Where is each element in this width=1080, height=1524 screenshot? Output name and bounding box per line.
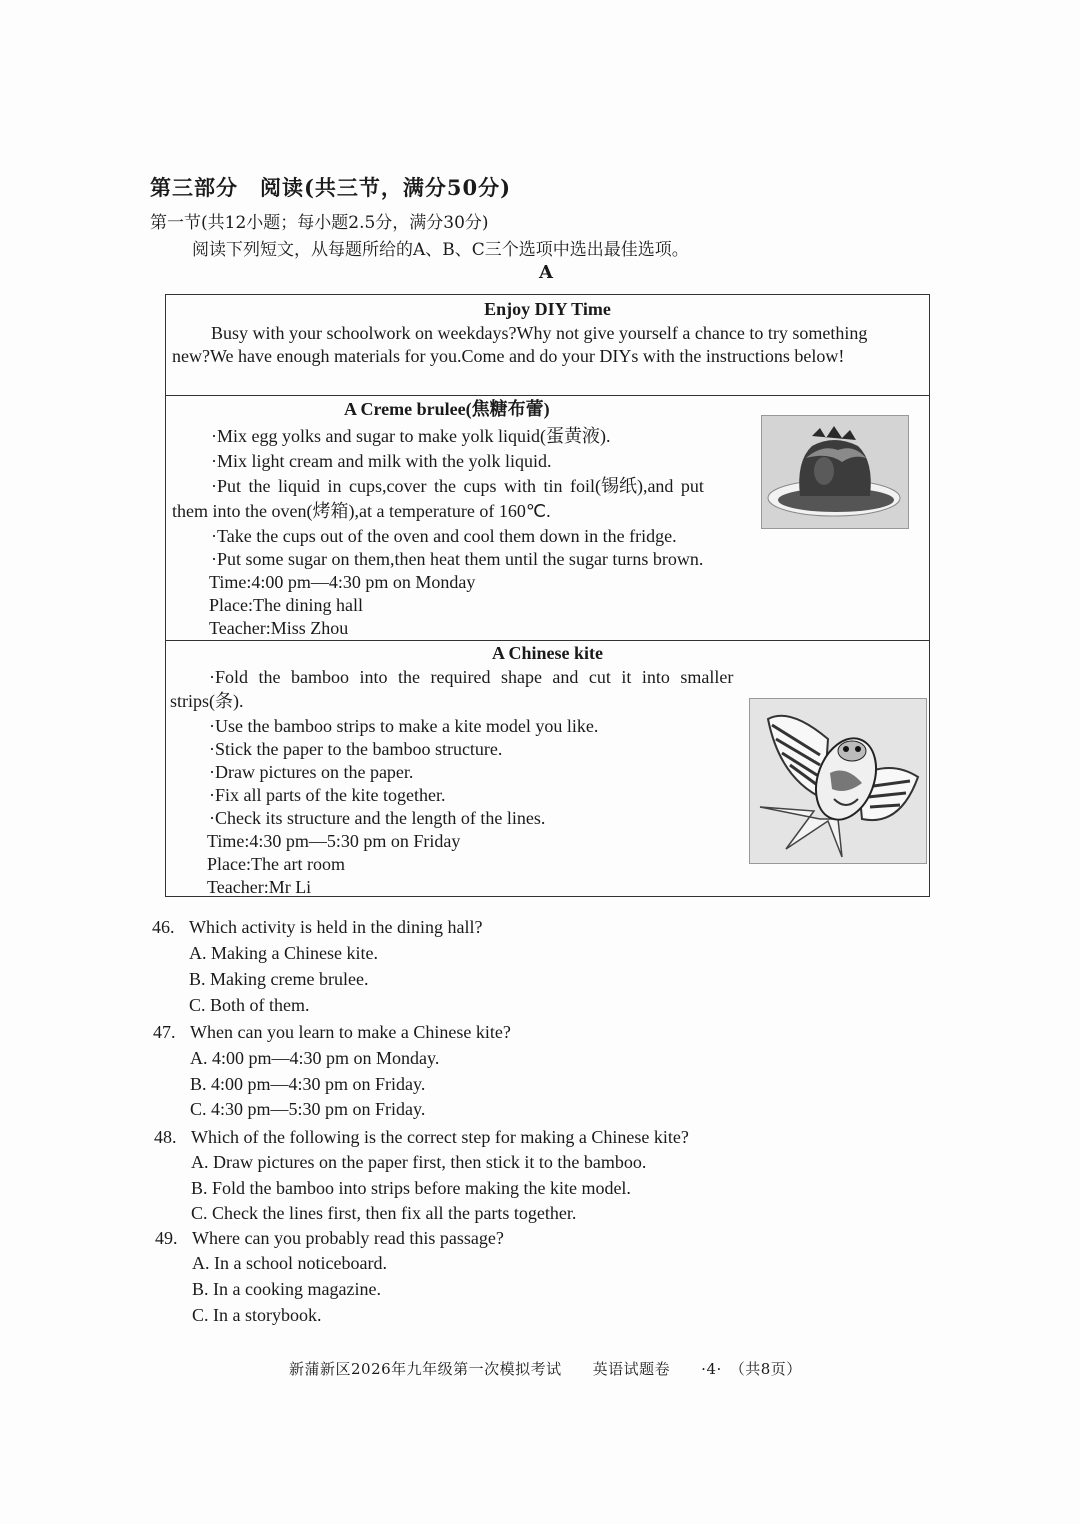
- creme-brulee-image: [761, 415, 909, 529]
- question-option: A. Draw pictures on the paper first, then stick it to the bamboo.: [191, 1152, 647, 1172]
- question-stem: When can you learn to make a Chinese kite?: [190, 1022, 511, 1042]
- kite-step: ·Check its structure and the length of the lines.: [209, 808, 546, 828]
- question-option: A. Making a Chinese kite.: [189, 943, 378, 963]
- page-footer: 新蒲新区2026年九年级第一次模拟考试 英语试题卷 ·4· （共8页）: [289, 1360, 802, 1378]
- question-option: A. In a school noticeboard.: [192, 1253, 387, 1273]
- kite-title: A Chinese kite: [491, 643, 603, 663]
- kite-teacher: Teacher:Mr Li: [207, 877, 312, 897]
- kite-step: ·Fix all parts of the kite together.: [209, 785, 446, 805]
- notice-title: Enjoy DIY Time: [484, 299, 611, 319]
- kite-place: Place:The art room: [207, 854, 345, 874]
- diy-notice-box: [165, 294, 930, 897]
- creme-step: ·Mix light cream and milk with the yolk liquid.: [211, 451, 552, 471]
- creme-teacher: Teacher:Miss Zhou: [209, 618, 349, 638]
- question-option: A. 4:00 pm—4:30 pm on Monday.: [190, 1048, 440, 1068]
- question-stem: Where can you probably read this passage?: [192, 1228, 504, 1248]
- kite-step: ·Use the bamboo strips to make a kite model you like.: [209, 716, 599, 736]
- notice-intro-cell: [166, 295, 929, 396]
- question-number: 46.: [152, 917, 175, 937]
- question-stem: Which of the following is the correct step for making a Chinese kite?: [191, 1127, 689, 1147]
- instruction-text: 阅读下列短文，从每题所给的A、B、C三个选项中选出最佳选项。: [192, 240, 689, 260]
- question-option: C. 4:30 pm—5:30 pm on Friday.: [190, 1099, 426, 1119]
- creme-step: them into the oven(烤箱),at a temperature of 160℃.: [172, 501, 551, 521]
- question-stem: Which activity is held in the dining hall?: [189, 917, 483, 937]
- notice-intro-line: new?We have enough materials for you.Come and do your DIYs with the instructions below!: [172, 346, 845, 366]
- creme-place: Place:The dining hall: [209, 595, 363, 615]
- question-option: C. Check the lines first, then fix all the parts together.: [191, 1203, 577, 1223]
- kite-step: strips(条).: [170, 691, 244, 711]
- creme-title: A Creme brulee(焦糖布蕾): [344, 399, 550, 419]
- question-option: B. In a cooking magazine.: [192, 1279, 381, 1299]
- question-number: 48.: [154, 1127, 177, 1147]
- question-number: 47.: [153, 1022, 176, 1042]
- question-option: C. In a storybook.: [192, 1305, 322, 1325]
- question-option: B. 4:00 pm—4:30 pm on Friday.: [190, 1074, 426, 1094]
- passage-letter: A: [539, 262, 553, 283]
- chinese-kite-cell: [166, 640, 929, 896]
- creme-step: ·Mix egg yolks and sugar to make yolk liquid(蛋黄液).: [211, 426, 611, 446]
- kite-step: ·Fold the bamboo into the required shape and cut it into smaller: [209, 667, 734, 687]
- question-option: B. Fold the bamboo into strips before making the kite model.: [191, 1178, 631, 1198]
- creme-time: Time:4:00 pm—4:30 pm on Monday: [209, 572, 476, 592]
- creme-step: ·Put the liquid in cups,cover the cups with tin foil(锡纸),and put: [211, 476, 704, 496]
- kite-time: Time:4:30 pm—5:30 pm on Friday: [207, 831, 461, 851]
- notice-intro-line: Busy with your schoolwork on weekdays?Why not give yourself a chance to try something: [211, 323, 868, 343]
- question-number: 49.: [155, 1228, 178, 1248]
- creme-step: ·Take the cups out of the oven and cool them down in the fridge.: [211, 526, 677, 546]
- question-option: B. Making creme brulee.: [189, 969, 369, 989]
- section-title: 第一节(共12小题；每小题2.5分，满分30分): [150, 213, 489, 233]
- kite-step: ·Draw pictures on the paper.: [209, 762, 414, 782]
- kite-step: ·Stick the paper to the bamboo structure.: [209, 739, 503, 759]
- creme-step: ·Put some sugar on them,then heat them until the sugar turns brown.: [211, 549, 704, 569]
- question-option: C. Both of them.: [189, 995, 310, 1015]
- part-title: 第三部分 阅读(共三节，满分50分): [150, 175, 512, 200]
- creme-brulee-cell: [166, 395, 929, 641]
- chinese-kite-image: [749, 698, 927, 864]
